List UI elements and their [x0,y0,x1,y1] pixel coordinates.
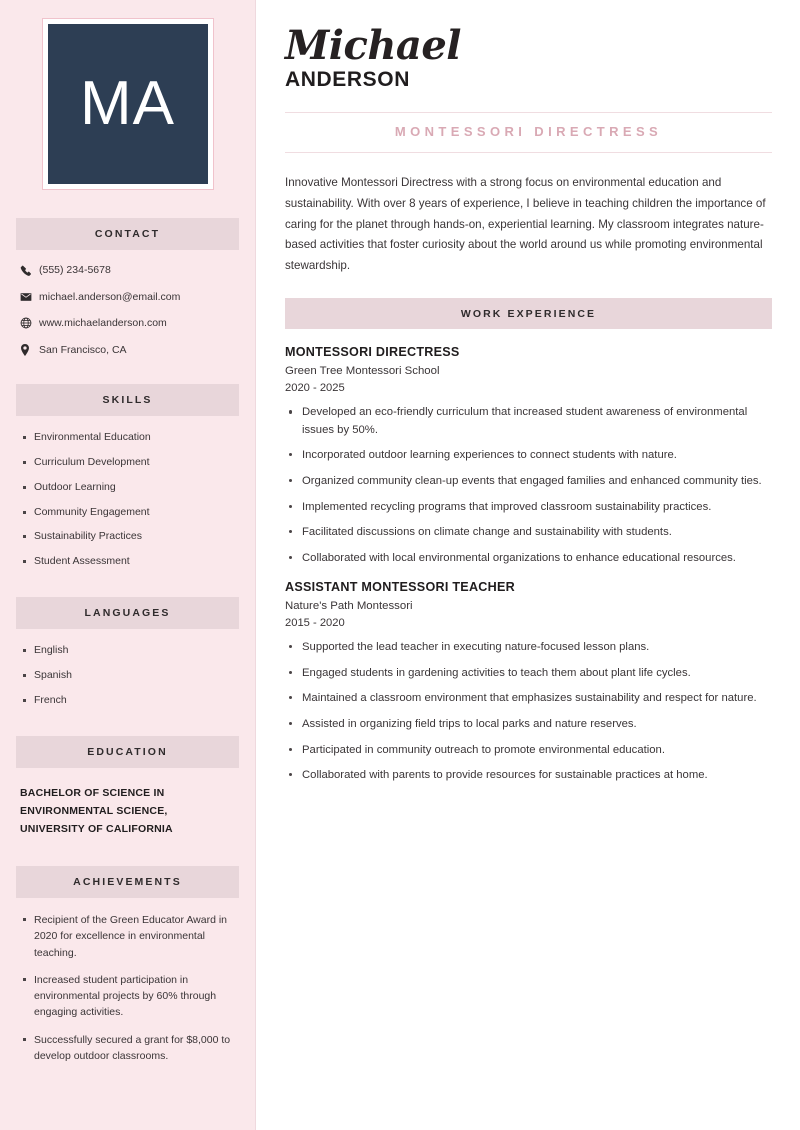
contact-website-value: www.michaelanderson.com [39,317,167,330]
job-title: MONTESSORI DIRECTRESS [285,345,460,360]
languages-list [16,643,239,708]
contact-website [20,317,235,330]
profile-summary: Innovative Montessori Directress with a strong focus on environmental education and sustainability. With over 8 years of experience, I believe in teaching children the importance of caring for the planet through hands-on, experiential learning. My classroom integrates nature-based activities that foster curiosity about the world around us while promoting environmental stewardship. [285,176,766,272]
section-header-contact [16,218,239,250]
location-pin-icon [20,344,39,356]
contact-email-value: michael.anderson@email.com [39,290,181,303]
section-header-languages [16,597,239,629]
achievements-list [16,912,239,1064]
education-entry: BACHELOR OF SCIENCE IN ENVIRONMENTAL SCIENCE, UNIVERSITY OF CALIFORNIA [20,786,173,835]
phone-icon [20,265,39,276]
contact-phone [20,264,235,277]
job-bullets [285,404,772,567]
education-title: EDUCATION [87,745,168,758]
languages-title: LANGUAGES [84,607,171,620]
section-header-education [16,736,239,768]
list-item: Participated in community outreach to promote environmental education. [285,742,772,759]
list-item: Developed an eco-friendly curriculum that increased student awareness of environmental issues by 50%. [285,404,772,438]
list-item: Collaborated with parents to provide resources for sustainable practices at home. [285,767,772,784]
list-item: Assisted in organizing field trips to local parks and nature reserves. [285,716,772,733]
list-item: Spanish [20,668,235,683]
job-company: Nature's Path Montessori [285,599,413,612]
first-name: Michael [285,22,461,69]
job-dates: 2020 - 2025 [285,382,345,395]
list-item: Sustainability Practices [20,529,235,544]
list-item: Maintained a classroom environment that emphasizes sustainability and respect for nature. [285,690,772,707]
monogram-frame [42,18,214,190]
list-item: Community Engagement [20,505,235,520]
role-band [285,112,772,153]
list-item: Outdoor Learning [20,480,235,495]
skills-list [16,430,239,569]
work-experience-title: WORK EXPERIENCE [460,307,597,320]
list-item: Facilitated discussions on climate change and sustainability with students. [285,524,772,541]
contact-email [20,291,235,304]
list-item: Student Assessment [20,554,235,569]
list-item: Incorporated outdoor learning experiences to connect students with nature. [285,447,772,464]
list-item: French [20,693,235,708]
list-item: Implemented recycling programs that improved classroom sustainability practices. [285,499,772,516]
list-item: Curriculum Development [20,455,235,470]
list-item: Environmental Education [20,430,235,445]
monogram-initials: MA [80,69,175,138]
contact-phone-value: (555) 234-5678 [39,264,111,276]
job-bullets [285,639,772,784]
job-entry [285,345,772,567]
job-title: ASSISTANT MONTESSORI TEACHER [285,579,515,594]
section-header-work-experience [285,298,772,329]
job-dates: 2015 - 2020 [285,616,345,629]
contact-list [16,264,239,356]
list-item: Successfully secured a grant for $8,000 to develop outdoor classrooms. [20,1032,235,1065]
job-role-title: MONTESSORI DIRECTRESS [394,124,663,140]
website-icon [20,317,39,329]
name-header [285,22,772,93]
contact-location-value: San Francisco, CA [39,343,127,356]
contact-location [20,344,235,357]
main-column [256,0,800,1130]
job-entry [285,580,772,784]
email-icon [20,291,39,303]
list-item: Engaged students in gardening activities to teach them about plant life cycles. [285,665,772,682]
list-item: Organized community clean-up events that engaged families and enhanced community ties. [285,473,772,490]
list-item: Supported the lead teacher in executing nature-focused lesson plans. [285,639,772,656]
sidebar [0,0,256,1130]
job-company: Green Tree Montessori School [285,365,440,378]
monogram-box [48,24,208,184]
list-item: English [20,643,235,658]
list-item: Increased student participation in environmental projects by 60% through engaging activities. [20,972,235,1021]
contact-title: CONTACT [94,228,161,240]
list-item: Collaborated with local environmental organizations to enhance educational resources. [285,550,772,567]
achievements-title: ACHIEVEMENTS [73,875,182,888]
last-name: ANDERSON [285,68,410,91]
section-header-skills [16,384,239,416]
list-item: Recipient of the Green Educator Award in 2020 for excellence in environmental teaching. [20,912,235,961]
skills-title: SKILLS [102,394,153,407]
section-header-achievements [16,866,239,898]
